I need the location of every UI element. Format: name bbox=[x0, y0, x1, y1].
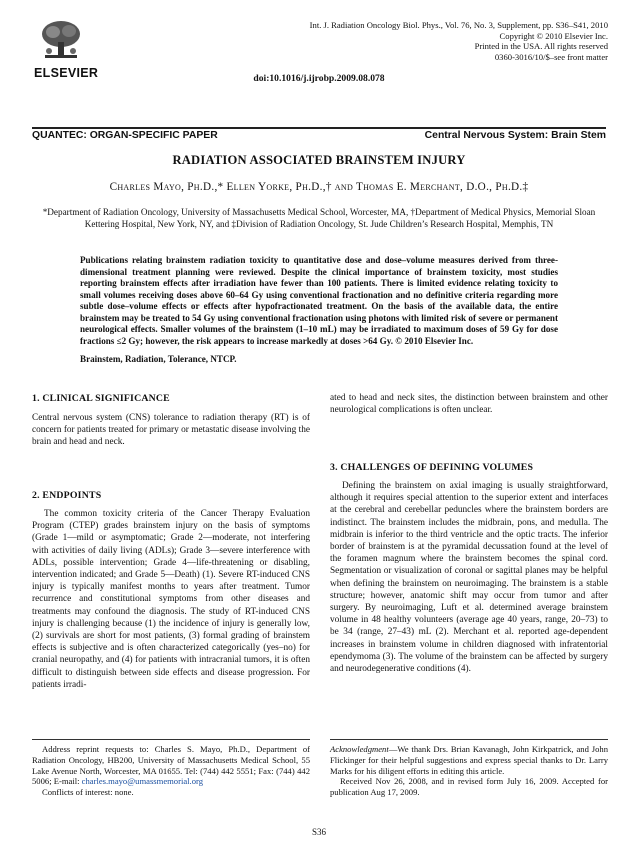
header-rule bbox=[32, 127, 606, 129]
journal-citation: Int. J. Radiation Oncology Biol. Phys., Vol. 76, No. 3, Supplement, pp. S36–S41, 2010 bbox=[309, 20, 608, 30]
publisher-name: ELSEVIER bbox=[34, 66, 99, 80]
publisher-logo bbox=[34, 20, 99, 80]
ack-text: —We thank Drs. Brian Kavanagh, John Kirkpatrick, and John Flickinger for their helpful suggestions and express special thanks to Dr. Larry Marks for his diligent efforts in editing this article. bbox=[330, 744, 608, 776]
challenges-text bbox=[330, 480, 608, 675]
paper-title: RADIATION ASSOCIATED BRAINSTEM INJURY bbox=[172, 153, 466, 167]
journal-info bbox=[278, 20, 608, 62]
elsevier-tree-icon bbox=[39, 20, 83, 60]
heading-challenges: 3. CHALLENGES OF DEFINING VOLUMES bbox=[330, 462, 534, 473]
clinical-significance-text bbox=[32, 412, 310, 449]
section-label-left: QUANTEC: ORGAN-SPECIFIC PAPER bbox=[32, 130, 218, 141]
keywords: Brainstem, Radiation, Tolerance, NTCP. bbox=[80, 354, 237, 364]
journal-issn: 0360-3016/10/$–see front matter bbox=[494, 51, 608, 62]
continued-text bbox=[330, 392, 608, 416]
received-note: Received Nov 26, 2008, and in revised form July 16, 2009. Accepted for publication Aug 17, 2009. bbox=[330, 776, 608, 798]
footnote-rule-right bbox=[330, 739, 608, 740]
conflicts-note: Conflicts of interest: none. bbox=[42, 787, 134, 798]
journal-printed: Printed in the USA. All rights reserved bbox=[474, 41, 608, 52]
email-link[interactable]: charles.mayo@umassmemorial.org bbox=[81, 776, 204, 787]
ack-label: Acknowledgment bbox=[330, 744, 389, 754]
reprint-text: Address reprint requests to: Charles S. Mayo, Ph.D., Department of Radiation Oncology, HB200, University of Massachusetts Medical School, 55 Lake Avenue North, Worcester, MA 01655. Tel: (744) 442 5551; Fax: (744) 442 5006; E-mail: bbox=[32, 744, 310, 787]
endpoints-text bbox=[32, 508, 310, 691]
page-number: S36 bbox=[311, 827, 326, 837]
section-label-right: Central Nervous System: Brain Stem bbox=[424, 130, 606, 141]
heading-endpoints: 2. ENDPOINTS bbox=[32, 490, 102, 501]
footnotes-left bbox=[32, 744, 310, 798]
authors: Charles Mayo, Ph.D.,* Ellen Yorke, Ph.D.,† and Thomas E. Merchant, D.O., Ph.D.‡ bbox=[109, 181, 529, 193]
affiliations: *Department of Radiation Oncology, University of Massachusetts Medical School, Worcester, MA, †Department of Medical Physics, Memorial Sloan Kettering Hospital, New York, NY, and ‡Division of Radiation Oncology, St. Jude Children’s Research Hospital, Memphis, TN bbox=[42, 207, 596, 230]
reprint-note bbox=[32, 744, 310, 787]
footnote-rule-left bbox=[32, 739, 310, 740]
clinical-paragraph: Central nervous system (CNS) tolerance to radiation therapy (RT) is of concern for patients treated for primary or metastatic disease involving the brain and head and neck. bbox=[32, 413, 310, 448]
endpoints-paragraph: The common toxicity criteria of the Cancer Therapy Evaluation Program (CTEP) grades brainstem injury on the basis of symptoms (Grade 1—mild or asymptomatic; Grade 2—moderate, not interfering with activities of daily living (ADLs); Grade 3—severe interference with ADLs, possible intervention; Grade 4—life-threatening or disabling, intervention indicated; and Grade 5—Death) (1). Severe RT-induced CNS injury is typically manifest months to years after treatment. Tumor recurrence and constitutional symptoms from other diseases and treatments may confound the diagnosis. The study of RT-induced CNS injury is challenging because (1) the incidence of injury is generally low, (2) survivals are short for most patients, (3) formal grading of brainstem effects is subjective and is often characterized categorically (yes–no) for cranial neuropathy, and (4) for patients with intracranial tumors, it is often difficult to distinguish between side effects and disease progression. For patients irradi- bbox=[32, 509, 310, 690]
footnotes-right bbox=[330, 744, 608, 798]
continued-paragraph: ated to head and neck sites, the distinction between brainstem and other neurological complications is often unclear. bbox=[330, 393, 608, 416]
challenges-paragraph: Defining the brainstem on axial imaging is usually straightforward, although it requires special attention to the superior extent and interfaces at the cerebral and cerebellar peduncles where the brainstem borders are indistinct. The brainstem includes the midbrain, pons, and medulla. The midbrain is inferior to the third ventricle and the optic tracts. The inferior border of brainstem is at the pyramidal decussation found at the level of the foramen magnum where the brainstem becomes the spinal cord. Segmentation or visualization of coronal or sagittal planes may be helpful when defining the brainstem on neuroimaging. The brainstem is a stable structure; however, anatomic shift may occur from tumor and after surgery. By neuroimaging, Luft et al. determined average brainstem volume in 48 healthy volunteers (average age 40 years, range, 20–73) to be 34 (range, 27–43) mL (2). Merchant et al. reported age-dependent increases in brainstem volume in children diagnosed with infratentorial ependymoma (3). The volume of the brainstem can be affected by surgery and neurodegenerative conditions (4). bbox=[330, 481, 608, 675]
journal-copyright: Copyright © 2010 Elsevier Inc. bbox=[499, 30, 608, 41]
acknowledgment-note bbox=[330, 744, 608, 776]
abstract: Publications relating brainstem radiation toxicity to quantitative dose and dose–volume measures derived from three-dimensional treatment planning were reviewed. Despite the clinical importance of brainstem toxicity, most studies reporting brainstem effects after irradiation have fewer than 100 patients. There is limited evidence relating toxicity to small volumes receiving doses above 60–64 Gy using conventional fractionation and no definitive criteria regarding more subtle dose–volume effects or effects after hypofractionated treatment. On the basis of the available data, the entire brainstem may be treated to 54 Gy using conventional fractionation using photons with limited risk of severe or permanent neurological effects. Smaller volumes of the brainstem (1–10 mL) may be irradiated to maximum doses of 59 Gy for dose fractions ≤2 Gy; however, the risk appears to increase markedly at doses >64 Gy. © 2010 Elsevier Inc. bbox=[80, 255, 558, 346]
heading-clinical-significance: 1. CLINICAL SIGNIFICANCE bbox=[32, 393, 170, 404]
doi[interactable]: doi:10.1016/j.ijrobp.2009.08.078 bbox=[253, 73, 385, 84]
